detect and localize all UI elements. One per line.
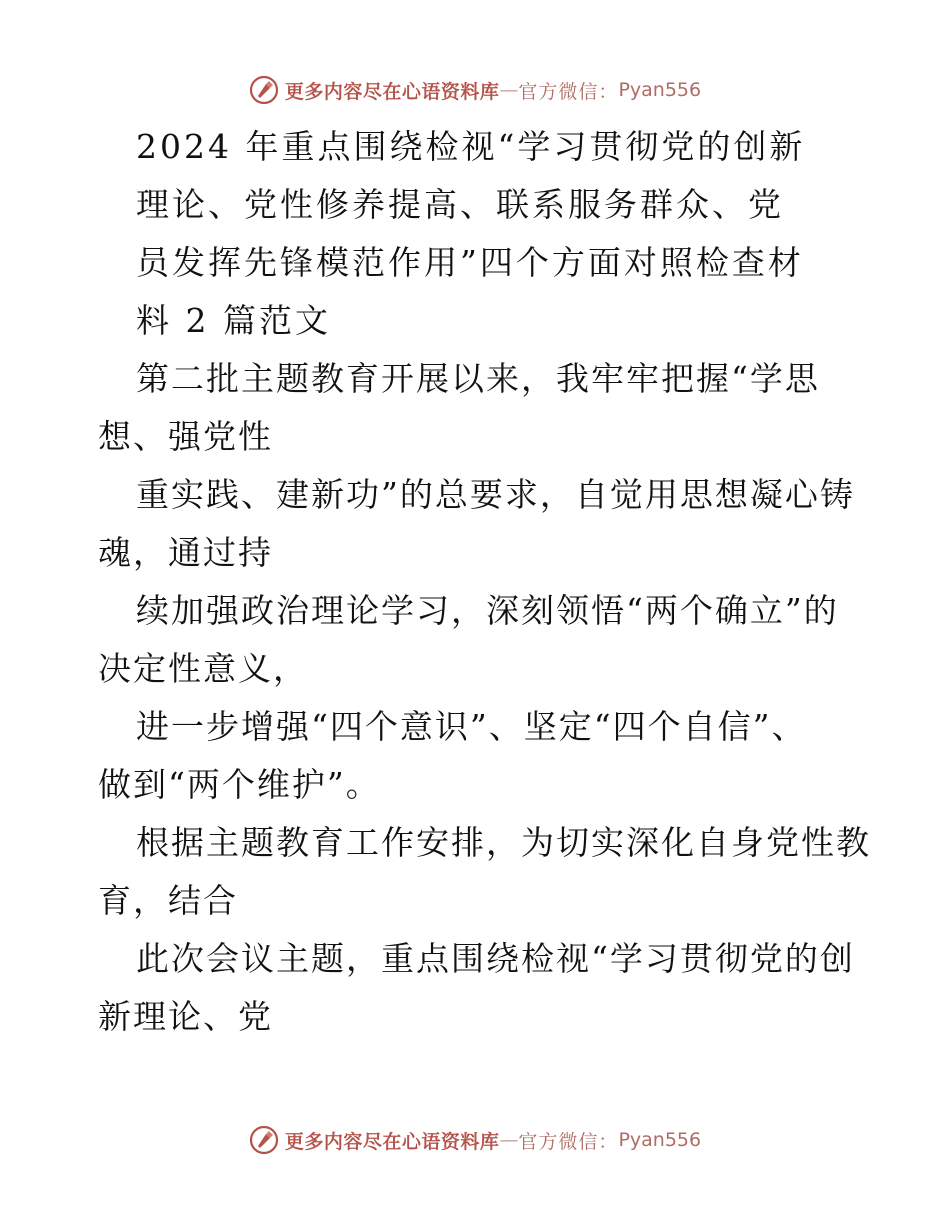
pen-nib-icon [249,75,279,105]
title-line-2: 理论、党性修养提高、联系服务群众、党 [136,185,784,224]
paragraph-5 [98,814,871,930]
paragraph-1 [98,350,858,466]
document-body [98,118,871,1046]
title-line-4: 料 2 篇范文 [136,301,331,340]
paragraph-6 [98,930,858,1046]
paragraph-line: 做到“两个维护”。 [98,765,381,804]
paragraph-2 [98,466,858,582]
watermark-wechat-label: 官方微信： [518,1130,619,1153]
paragraph-line: 新理论、党 [98,997,273,1036]
paragraph-line: 根据主题教育工作安排，为切实深化自身党性教 [136,823,871,862]
paragraph-3 [98,582,858,698]
watermark-main-text: 更多内容尽在心语资料库 [284,1130,500,1153]
title-line-1: 2024 年重点围绕检视“学习贯彻党的创新 [136,127,806,166]
paragraph-line: 此次会议主题，重点围绕检视“学习贯彻党的创 [136,939,855,978]
watermark-main-text: 更多内容尽在心语资料库 [284,80,500,103]
watermark-wechat-id: Pyan556 [618,1129,702,1151]
paragraph-4 [98,698,858,814]
paragraph-line: 进一步增强“四个意识”、坚定“四个自信”、 [136,707,807,746]
document-title [98,118,858,350]
header-watermark [0,70,950,110]
watermark-wechat-label: 官方微信： [518,80,619,103]
pen-nib-icon [249,1125,279,1155]
paragraph-line: 魂，通过持 [98,533,273,572]
title-line-3: 员发挥先锋模范作用”四个方面对照检查材 [136,243,804,282]
paragraph-line: 续加强政治理论学习，深刻领悟“两个确立”的 [136,591,839,630]
footer-watermark [0,1120,950,1160]
paragraph-line: 决定性意义， [98,649,308,688]
watermark-wechat-id: Pyan556 [618,79,702,101]
paragraph-line: 第二批主题教育开展以来，我牢牢把握“学思 [136,359,820,398]
paragraph-line: 想、强党性 [98,417,273,456]
watermark-separator: — [499,1129,519,1151]
paragraph-line: 育，结合 [98,881,238,920]
paragraph-line: 重实践、建新功”的总要求，自觉用思想凝心铸 [136,475,855,514]
watermark-separator: — [499,79,519,101]
